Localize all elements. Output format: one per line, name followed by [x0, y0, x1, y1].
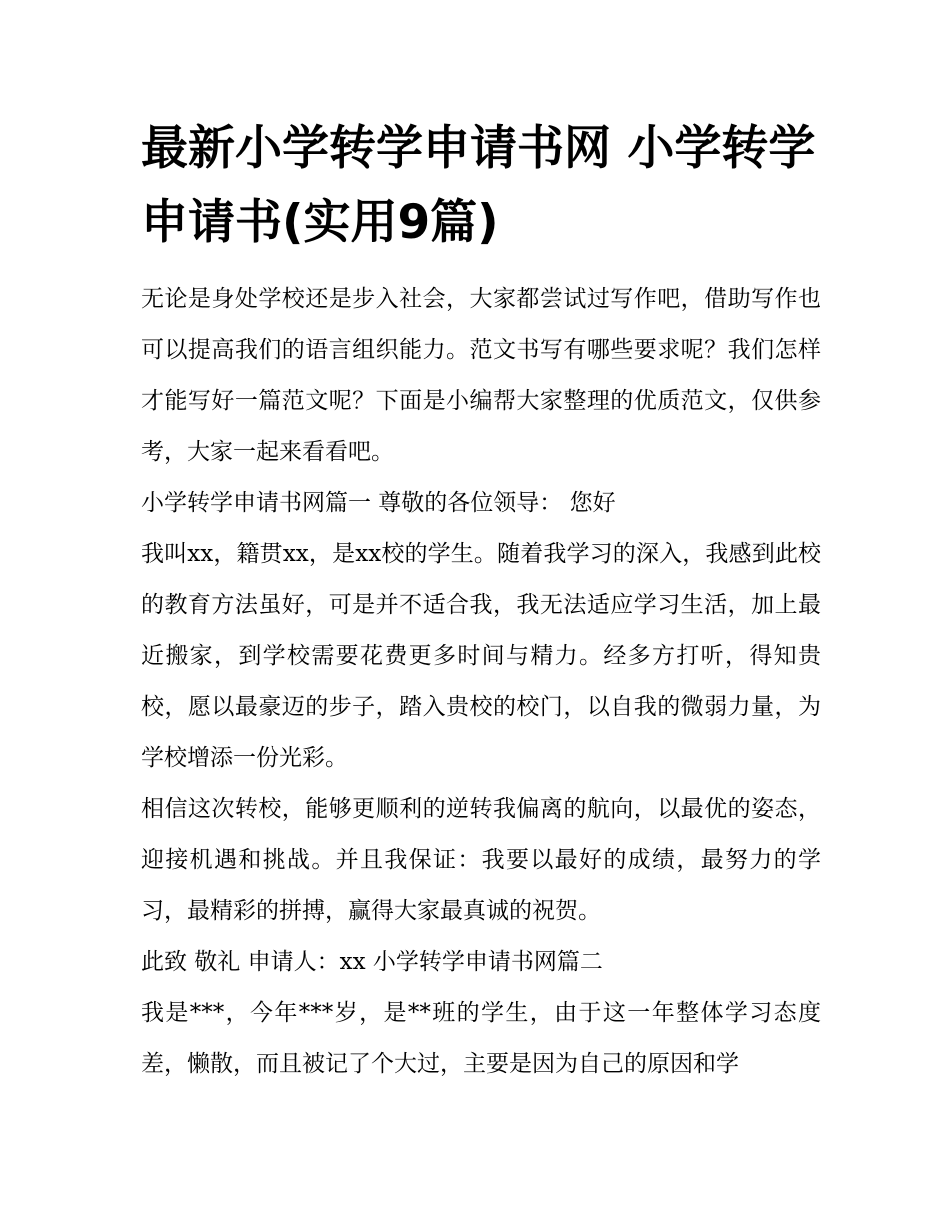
paragraph-self-introduction: 我叫xx，籍贯xx，是xx校的学生。随着我学习的深入，我感到此校的教育方法虽好，可是并不适合我，我无法适应学习生活，加上最近搬家，到学校需要花费更多时间与精力。经多方打听，得知贵校，愿以最豪迈的步子，踏入贵校的校门，以自我的微弱力量，为学校增添一份光彩。: [141, 541, 821, 771]
paragraph-section-two-body: 我是***，今年***岁，是**班的学生，由于这一年整体学习态度差，懒散，而且被记了个大过，主要是因为自己的原因和学: [141, 1000, 821, 1077]
document-page: [141, 112, 821, 1090]
paragraph-intro: 无论是身处学校还是步入社会，大家都尝试过写作吧，借助写作也可以提高我们的语言组织能力。范文书写有哪些要求呢？我们怎样才能写好一篇范文呢？下面是小编帮大家整理的优质范文，仅供参考，大家一起来看看吧。: [141, 286, 821, 465]
paragraph-closing-signature: 此致 敬礼 申请人：xx 小学转学申请书网篇二: [141, 949, 603, 975]
document-title: 最新小学转学申请书网 小学转学申请书(实用9篇): [141, 121, 816, 250]
document-body: [141, 274, 821, 1090]
paragraph-section-one-heading: 小学转学申请书网篇一 尊敬的各位领导： 您好: [141, 490, 616, 516]
paragraph-commitment: 相信这次转校，能够更顺利的逆转我偏离的航向，以最优的姿态，迎接机遇和挑战。并且我保证：我要以最好的成绩，最努力的学习，最精彩的拼搏，赢得大家最真诚的祝贺。: [141, 796, 821, 924]
